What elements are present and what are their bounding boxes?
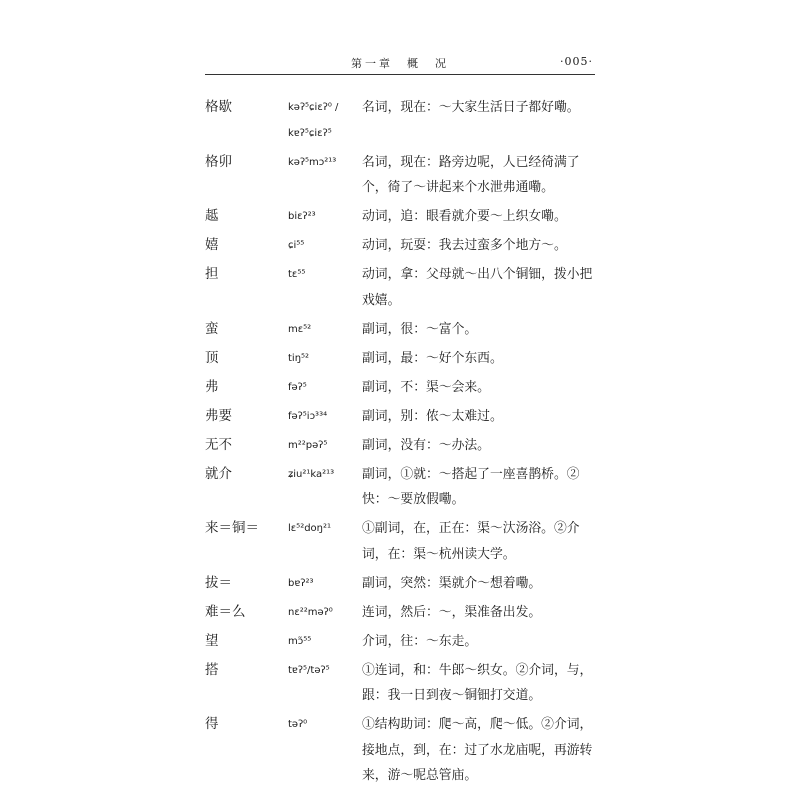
entry-pronunciation xyxy=(288,262,362,313)
entry-definition: 副词，没有：～办法。 xyxy=(362,437,490,453)
entry-pronunciation xyxy=(288,95,362,146)
pronunciation-line: tɛ⁵⁵ xyxy=(288,269,306,280)
pronunciation-line: mɛ⁵² xyxy=(288,323,312,335)
entry-term: 格卯 xyxy=(205,153,232,170)
glossary-list xyxy=(205,95,605,792)
pronunciation-line: təʔ⁰ xyxy=(288,719,308,730)
glossary-entry xyxy=(205,317,605,343)
entry-pronunciation xyxy=(288,375,362,401)
pronunciation-line: nɛ²²məʔ⁰ xyxy=(288,606,333,618)
glossary-entry xyxy=(205,262,605,313)
glossary-entry xyxy=(205,233,605,259)
entry-pronunciation xyxy=(288,150,362,201)
glossary-entry xyxy=(205,516,605,567)
pronunciation-line: bɐʔ²³ xyxy=(288,577,314,589)
entry-term: 担 xyxy=(205,266,219,282)
entry-term: 顶 xyxy=(205,349,219,366)
entry-definition: 名词，现在：路旁边呢，人已经徛满了个，徛了～讲起来个水泄弗通嘞。 xyxy=(362,154,580,195)
entry-term: 蛮 xyxy=(205,320,219,337)
entry-term: 弗要 xyxy=(205,407,232,424)
entry-term: 难＝么 xyxy=(205,603,246,620)
entry-pronunciation xyxy=(288,233,362,259)
entry-term: 搭 xyxy=(205,661,219,678)
entry-definition: 副词，别：侬～太难过。 xyxy=(362,408,503,424)
glossary-entry xyxy=(205,204,605,230)
entry-pronunciation xyxy=(288,712,362,789)
entry-definition: 副词，很：～富个。 xyxy=(362,321,478,337)
entry-pronunciation xyxy=(288,204,362,230)
entry-definition: 连词，然后：～，渠准备出发。 xyxy=(362,604,542,620)
entry-pronunciation xyxy=(288,346,362,372)
entry-definition: 动词，拿：父母就～出八个铜钿，拨小把戏嬉。 xyxy=(362,267,593,308)
entry-definition: 副词，不：渠～会来。 xyxy=(362,379,490,395)
entry-definition: 副词，突然：渠就介～想着嘞。 xyxy=(362,575,542,591)
glossary-entry xyxy=(205,658,605,709)
pronunciation-line: kəʔ⁵ɕiɛʔ⁰ / xyxy=(288,102,339,113)
entry-definition: ①副词，在，正在：渠～汏汤浴。②介词，在：渠～杭州读大学。 xyxy=(362,521,580,562)
chapter-title: 第一章 概 况 xyxy=(351,57,449,70)
entry-definition: 副词，最：～好个东西。 xyxy=(362,350,503,366)
page-number: ·005· xyxy=(560,55,593,68)
entry-term: 望 xyxy=(205,632,219,649)
entry-term: 来＝铜＝ xyxy=(205,520,259,536)
pronunciation-line: mɔ̃⁵⁵ xyxy=(288,635,312,647)
pronunciation-line: lɛ⁵²doŋ²¹ xyxy=(288,523,332,534)
pronunciation-line: ʑiu²¹ka²¹³ xyxy=(288,468,335,480)
running-header xyxy=(205,52,595,75)
entry-term: 无不 xyxy=(205,436,232,453)
glossary-entry xyxy=(205,712,605,789)
glossary-entry xyxy=(205,375,605,401)
entry-pronunciation xyxy=(288,404,362,430)
glossary-entry xyxy=(205,462,605,513)
glossary-entry xyxy=(205,600,605,626)
entry-definition: 名词，现在：～大家生活日子都好嘞。 xyxy=(362,100,580,115)
entry-pronunciation xyxy=(288,433,362,459)
pronunciation-line: kəʔ⁵mɔ²¹³ xyxy=(288,156,337,168)
entry-term: 趆 xyxy=(205,208,219,224)
entry-definition: 动词，追：眼看就介要～上织女嘞。 xyxy=(362,209,567,224)
entry-pronunciation xyxy=(288,658,362,709)
entry-definition: ①连词，和：牛郎～织女。②介词，与，跟：我一日到夜～铜钿打交道。 xyxy=(362,662,593,703)
entry-definition: 动词，玩耍：我去过蛮多个地方～。 xyxy=(362,238,567,253)
pronunciation-line: fəʔ⁵iɔ³³⁴ xyxy=(288,410,328,422)
entry-definition: ①结构助词：爬～高，爬～低。②介词，接地点，到，在：过了水龙庙呢，再游转来，游～呢总管庙。 xyxy=(362,717,593,783)
glossary-entry xyxy=(205,571,605,597)
entry-term: 嬉 xyxy=(205,237,219,253)
entry-term: 格歇 xyxy=(205,99,232,115)
glossary-entry xyxy=(205,404,605,430)
pronunciation-line: m²²pəʔ⁵ xyxy=(288,439,328,451)
pronunciation-line: biɛʔ²³ xyxy=(288,211,316,222)
entry-pronunciation xyxy=(288,629,362,655)
entry-definition: 介词，往：～东走。 xyxy=(362,633,478,649)
pronunciation-line: ɕi⁵⁵ xyxy=(288,240,305,251)
entry-term: 得 xyxy=(205,716,219,732)
entry-pronunciation xyxy=(288,462,362,513)
entry-pronunciation xyxy=(288,600,362,626)
entry-term: 就介 xyxy=(205,465,232,482)
glossary-entry xyxy=(205,629,605,655)
entry-definition: 副词，①就：～搭起了一座喜鹊桥。②快：～要放假嘞。 xyxy=(362,466,580,507)
pronunciation-line: tɐʔ⁵/təʔ⁵ xyxy=(288,664,330,676)
entry-pronunciation xyxy=(288,317,362,343)
glossary-entry xyxy=(205,346,605,372)
pronunciation-line: tiŋ⁵² xyxy=(288,352,310,364)
entry-pronunciation xyxy=(288,516,362,567)
pronunciation-line: kɐʔ⁵ɕiɛʔ⁵ xyxy=(288,127,332,139)
glossary-entry xyxy=(205,150,605,201)
glossary-entry xyxy=(205,95,605,146)
entry-pronunciation xyxy=(288,571,362,597)
entry-term: 拔＝ xyxy=(205,574,232,591)
entry-term: 弗 xyxy=(205,378,219,395)
glossary-entry xyxy=(205,433,605,459)
pronunciation-line: fəʔ⁵ xyxy=(288,381,307,393)
